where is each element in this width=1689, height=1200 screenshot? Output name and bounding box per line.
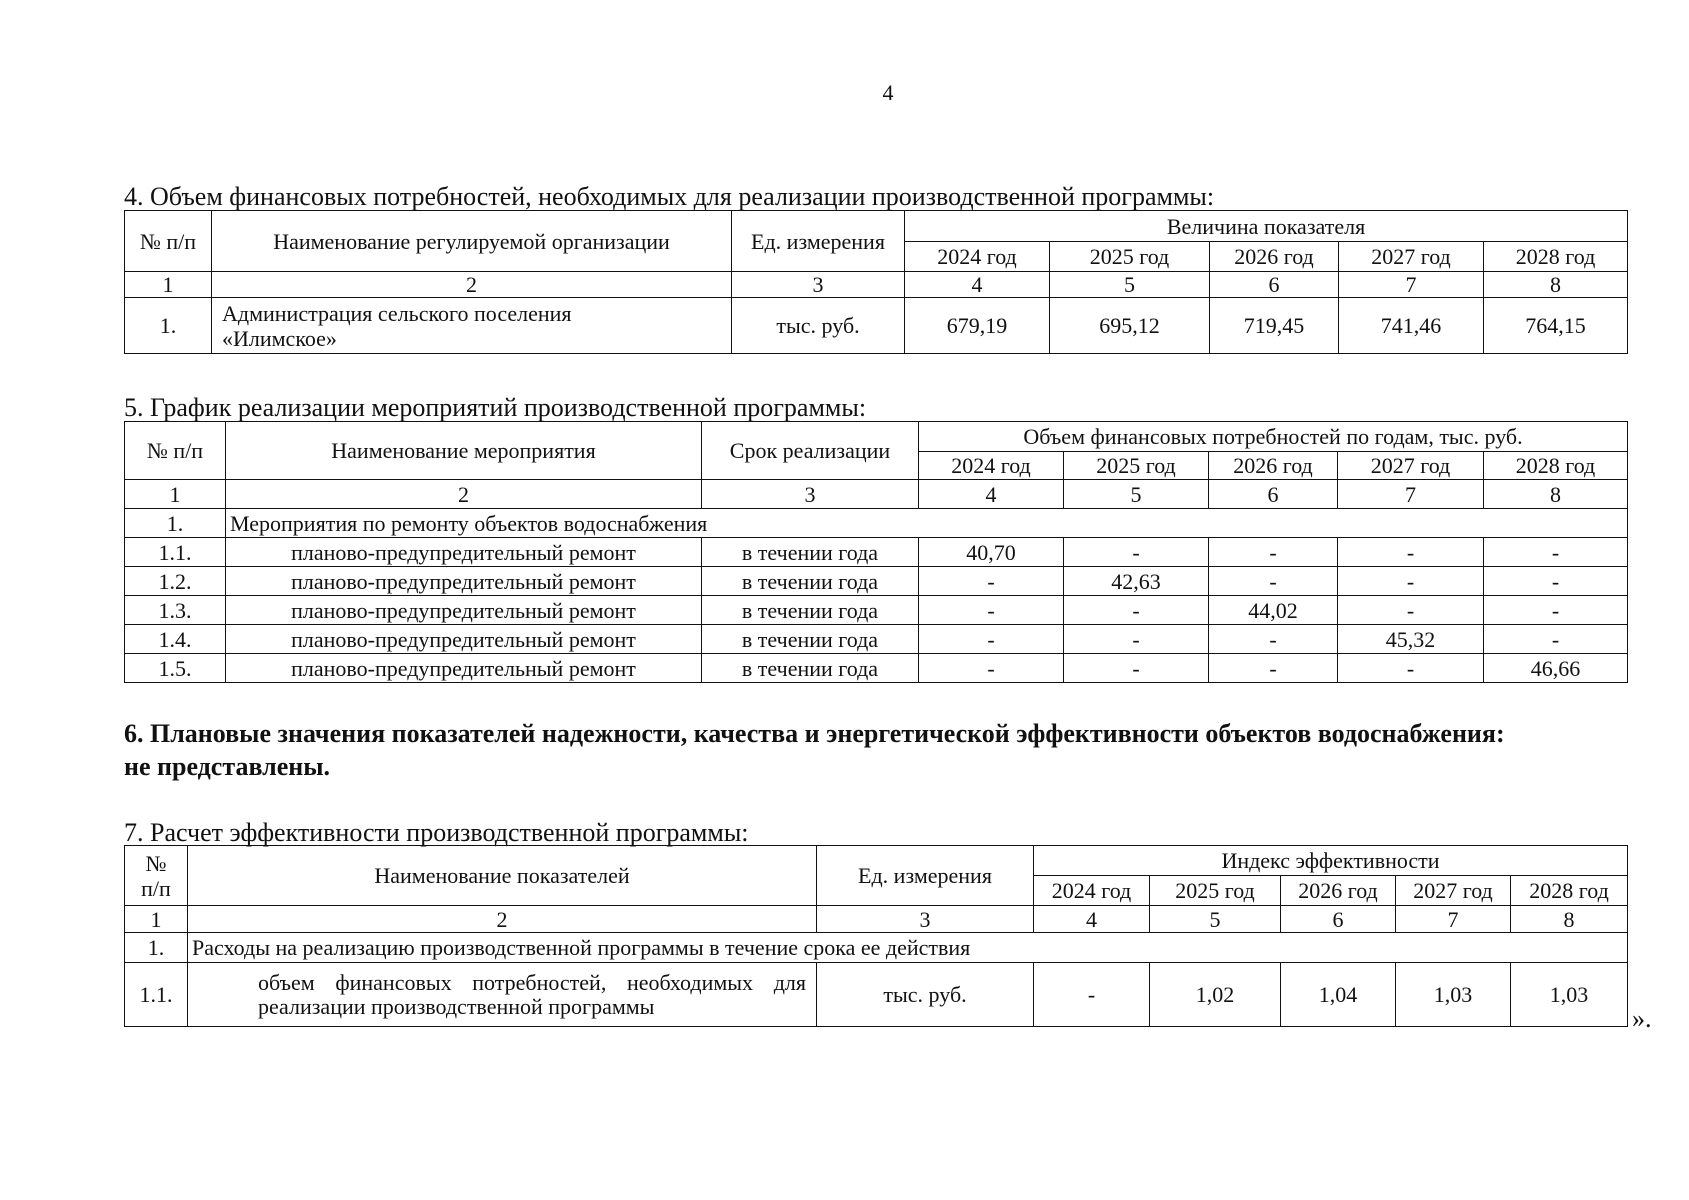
- group-name: Мероприятия по ремонту объектов водоснабжения: [226, 509, 1628, 538]
- activity-name: планово-предупредительный ремонт: [226, 538, 702, 567]
- header-year: 2028 год: [1484, 242, 1628, 272]
- header-year: 2024 год: [905, 242, 1050, 272]
- value-cell: -: [919, 625, 1064, 654]
- header-year: 2026 год: [1209, 452, 1338, 480]
- group-row: [125, 509, 1628, 538]
- header-org-name: Наименование регулируемой организации: [212, 211, 732, 272]
- value-cell: -: [919, 596, 1064, 625]
- header-year: 2025 год: [1050, 242, 1210, 272]
- header-year: 2025 год: [1064, 452, 1209, 480]
- group-row: [125, 933, 1628, 963]
- column-index: 8: [1511, 906, 1628, 933]
- value-cell: -: [1034, 963, 1150, 1027]
- header-year: 2027 год: [1339, 242, 1484, 272]
- term-cell: в течении года: [702, 654, 919, 683]
- value-cell: -: [1484, 567, 1628, 596]
- header-year: 2024 год: [1034, 876, 1150, 906]
- value-cell: 719,45: [1210, 298, 1339, 354]
- value-cell: -: [1484, 596, 1628, 625]
- row-num: 1.2.: [125, 567, 226, 596]
- value-cell: -: [1209, 654, 1338, 683]
- org-name-line: Администрация сельского поселения: [222, 300, 572, 326]
- value-cell: 40,70: [919, 538, 1064, 567]
- value-cell: -: [1338, 596, 1484, 625]
- header-year: 2027 год: [1396, 876, 1511, 906]
- header-year: 2028 год: [1484, 452, 1628, 480]
- value-cell: 695,12: [1050, 298, 1210, 354]
- org-name-cell: [212, 298, 732, 354]
- column-index: 2: [188, 906, 817, 933]
- value-cell: -: [1338, 567, 1484, 596]
- column-index: 7: [1396, 906, 1511, 933]
- activity-name: планово-предупредительный ремонт: [226, 596, 702, 625]
- row-num: 1.4.: [125, 625, 226, 654]
- section-7-title: 7. Расчет эффективности производственной программы:: [124, 818, 749, 847]
- term-cell: в течении года: [702, 567, 919, 596]
- header-index: Индекс эффективности: [1034, 846, 1628, 876]
- org-name-line: «Илимское»: [222, 325, 337, 351]
- section-6-line-1: 6. Плановые значения показателей надежности, качества и энергетической эффективности объектов водоснабжения:: [124, 719, 1505, 748]
- table-row: [125, 654, 1628, 683]
- column-index: 2: [212, 272, 732, 298]
- value-cell: -: [1064, 654, 1209, 683]
- row-num: 1.: [125, 298, 212, 354]
- header-value: Величина показателя: [905, 211, 1628, 242]
- header-year: 2025 год: [1150, 876, 1281, 906]
- value-cell: -: [1064, 538, 1209, 567]
- header-year: 2027 год: [1338, 452, 1484, 480]
- value-cell: -: [1209, 538, 1338, 567]
- value-cell: -: [1484, 538, 1628, 567]
- column-index: 6: [1209, 480, 1338, 509]
- value-cell: -: [1209, 625, 1338, 654]
- value-cell: -: [919, 654, 1064, 683]
- value-cell: -: [1064, 596, 1209, 625]
- column-index: 8: [1484, 480, 1628, 509]
- closing-quote: ».: [1632, 1004, 1652, 1033]
- table-row: [125, 596, 1628, 625]
- column-index: 4: [919, 480, 1064, 509]
- group-name: Расходы на реализацию производственной программы в течение срока ее действия: [188, 933, 1628, 963]
- value-cell: 741,46: [1339, 298, 1484, 354]
- column-index: 1: [125, 906, 188, 933]
- value-cell: 1,04: [1281, 963, 1396, 1027]
- row-num: 1.: [125, 509, 226, 538]
- column-index: 7: [1338, 480, 1484, 509]
- column-index: 8: [1484, 272, 1628, 298]
- header-activity-name: Наименование мероприятия: [226, 422, 702, 480]
- row-num: 1.1.: [125, 963, 188, 1027]
- table-row: [125, 963, 1628, 1027]
- value-cell: 679,19: [905, 298, 1050, 354]
- section-5-title: 5. График реализации мероприятий производственной программы:: [124, 393, 867, 422]
- column-index: 2: [226, 480, 702, 509]
- column-index: 5: [1150, 906, 1281, 933]
- efficiency-table: [124, 845, 1628, 1027]
- financial-needs-table: [124, 210, 1628, 354]
- value-cell: 45,32: [1338, 625, 1484, 654]
- value-cell: 42,63: [1064, 567, 1209, 596]
- column-index: 4: [1034, 906, 1150, 933]
- unit-cell: тыс. руб.: [732, 298, 905, 354]
- unit-cell: тыс. руб.: [817, 963, 1034, 1027]
- table-row: [125, 567, 1628, 596]
- column-index: 6: [1210, 272, 1339, 298]
- term-cell: в течении года: [702, 596, 919, 625]
- term-cell: в течении года: [702, 625, 919, 654]
- header-term: Срок реализации: [702, 422, 919, 480]
- header-year: 2026 год: [1210, 242, 1339, 272]
- value-cell: -: [1338, 538, 1484, 567]
- column-index: 6: [1281, 906, 1396, 933]
- column-index: 5: [1050, 272, 1210, 298]
- row-num: 1.1.: [125, 538, 226, 567]
- value-cell: -: [919, 567, 1064, 596]
- column-index: 4: [905, 272, 1050, 298]
- value-cell: 1,03: [1396, 963, 1511, 1027]
- header-num-line: №: [145, 850, 167, 876]
- header-year: 2028 год: [1511, 876, 1628, 906]
- column-index: 1: [125, 272, 212, 298]
- table-row: [125, 538, 1628, 567]
- value-cell: -: [1484, 625, 1628, 654]
- header-num-line: п/п: [141, 875, 171, 901]
- row-num: 1.5.: [125, 654, 226, 683]
- value-cell: -: [1209, 567, 1338, 596]
- table-row: [125, 625, 1628, 654]
- activity-name: планово-предупредительный ремонт: [226, 654, 702, 683]
- column-index: 3: [702, 480, 919, 509]
- schedule-table: [124, 421, 1628, 683]
- header-year: 2026 год: [1281, 876, 1396, 906]
- value-cell: -: [1064, 625, 1209, 654]
- column-index: 1: [125, 480, 226, 509]
- table-row: [125, 298, 1628, 354]
- header-year: 2024 год: [919, 452, 1064, 480]
- value-cell: -: [1338, 654, 1484, 683]
- value-cell: 1,02: [1150, 963, 1281, 1027]
- indicator-name: объем финансовых потребностей, необходимых для реализации производственной программы: [188, 963, 817, 1027]
- header-volume: Объем финансовых потребностей по годам, тыс. руб.: [919, 422, 1628, 452]
- header-num: № п/п: [125, 211, 212, 272]
- column-index: 7: [1339, 272, 1484, 298]
- header-indicator-name: Наименование показателей: [188, 846, 817, 906]
- header-num: [125, 846, 188, 906]
- value-cell: 1,03: [1511, 963, 1628, 1027]
- activity-name: планово-предупредительный ремонт: [226, 625, 702, 654]
- value-cell: 46,66: [1484, 654, 1628, 683]
- header-unit: Ед. измерения: [817, 846, 1034, 906]
- section-6-line-2: не представлены.: [124, 752, 331, 781]
- value-cell: 764,15: [1484, 298, 1628, 354]
- column-index: 5: [1064, 480, 1209, 509]
- header-unit: Ед. измерения: [732, 211, 905, 272]
- section-4-title: 4. Объем финансовых потребностей, необходимых для реализации производственной программы:: [124, 182, 1215, 211]
- column-index: 3: [732, 272, 905, 298]
- column-index: 3: [817, 906, 1034, 933]
- term-cell: в течении года: [702, 538, 919, 567]
- row-num: 1.3.: [125, 596, 226, 625]
- page-number: 4: [882, 80, 894, 105]
- row-num: 1.: [125, 933, 188, 963]
- value-cell: 44,02: [1209, 596, 1338, 625]
- activity-name: планово-предупредительный ремонт: [226, 567, 702, 596]
- header-num: № п/п: [125, 422, 226, 480]
